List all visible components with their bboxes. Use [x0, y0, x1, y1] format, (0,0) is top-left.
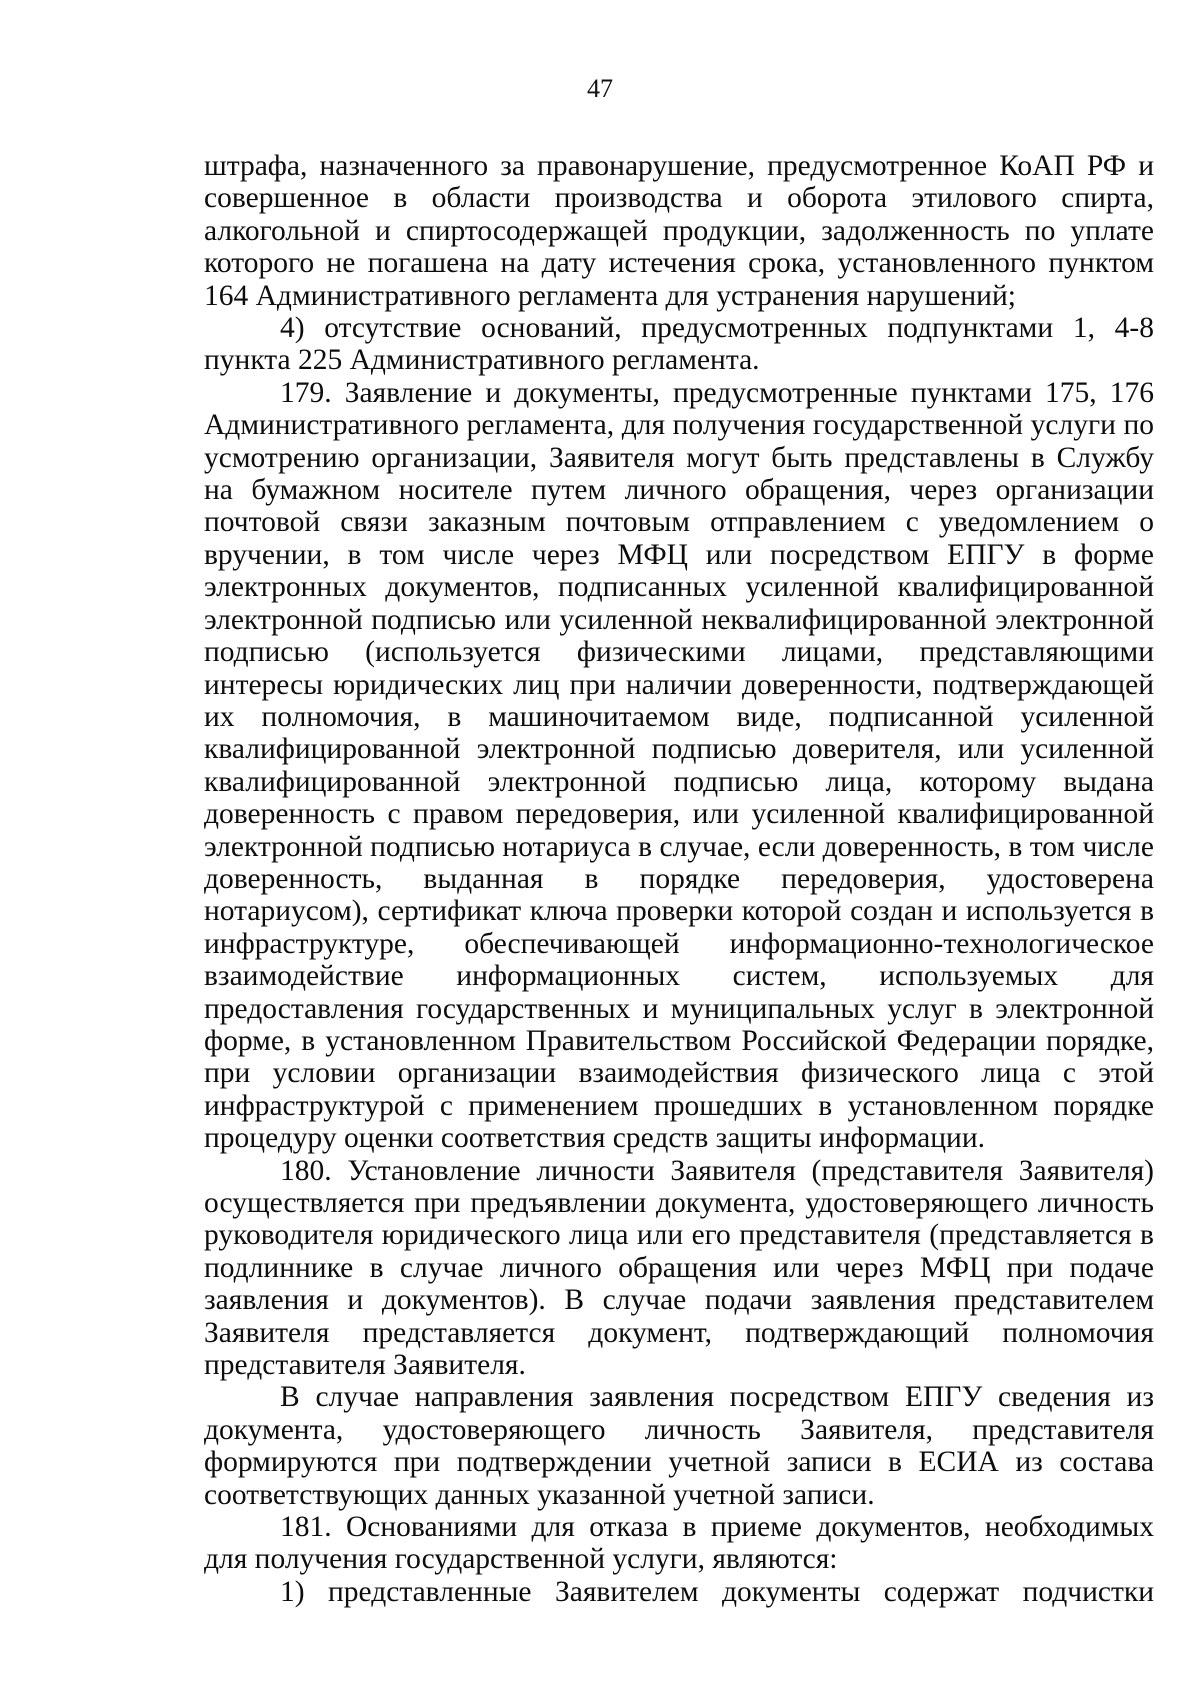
paragraph-fine-debt: штрафа, назначенного за правонарушение, предусмотренное КоАП РФ и совершенное в области производства и оборота этилового спирта, алкогольной и спиртосодержащей продукции, задолженность по уплате которого не погашена на дату истечения срока, установленного пунктом 164 Административного регламента для устранения нарушений; [204, 150, 1154, 312]
paragraph-180: 180. Установление личности Заявителя (представителя Заявителя) осуществляется при предъявлении документа, удостоверяющего личность руководителя юридического лица или его представителя (представляется в подлиннике в случае личного обращения или через МФЦ при подаче заявления и документов). В случае подачи заявления представителем Заявителя представляется документ, подтверждающий полномочия представителя Заявителя. [204, 1154, 1154, 1382]
paragraph-181-item-1: 1) представленные Заявителем документы содержат подчистки [280, 1575, 1154, 1608]
paragraph-181: 181. Основаниями для отказа в приеме документов, необходимых для получения государственной услуги, являются: [204, 1511, 1154, 1576]
page-number: 47 [587, 74, 613, 103]
paragraph-item-4: 4) отсутствие оснований, предусмотренных подпунктами 1, 4-8 пункта 225 Административного регламента. [204, 312, 1154, 377]
paragraph-epgu-identity: В случае направления заявления посредством ЕПГУ сведения из документа, удостоверяющего личность Заявителя, представителя формируются при подтверждении учетной записи в ЕСИА из состава соответствующих данных указанной учетной записи. [204, 1381, 1154, 1511]
paragraph-179: 179. Заявление и документы, предусмотренные пунктами 175, 176 Административного регламента, для получения государственной услуги по усмотрению организации, Заявителя могут быть представлены в Службу на бумажном носителе путем личного обращения, через организации почтовой связи заказным почтовым отправлением с уведомлением о вручении, в том числе через МФЦ или посредством ЕПГУ в форме электронных документов, подписанных усиленной квалифицированной электронной подписью или усиленной неквалифицированной электронной подписью (используется физическими лицами, представляющими интересы юридических лиц при наличии доверенности, подтверждающей их полномочия, в машиночитаемом виде, подписанной усиленной квалифицированной электронной подписью доверителя, или усиленной квалифицированной электронной подписью лица, которому выдана доверенность с правом передоверия, или усиленной квалифицированной электронной подписью нотариуса в случае, если доверенность, в том числе доверенность, выданная в порядке передоверия, удостоверена нотариусом), сертификат ключа проверки которой создан и используется в инфраструктуре, обеспечивающей информационно-технологическое взаимодействие информационных систем, используемых для предоставления государственных и муниципальных услуг в электронной форме, в установленном Правительством Российской Федерации порядке, при условии организации взаимодействия физического лица с этой инфраструктурой с применением прошедших в установленном порядке процедуру оценки соответствия средств защиты информации. [204, 376, 1154, 1155]
document-body [204, 150, 1154, 1608]
